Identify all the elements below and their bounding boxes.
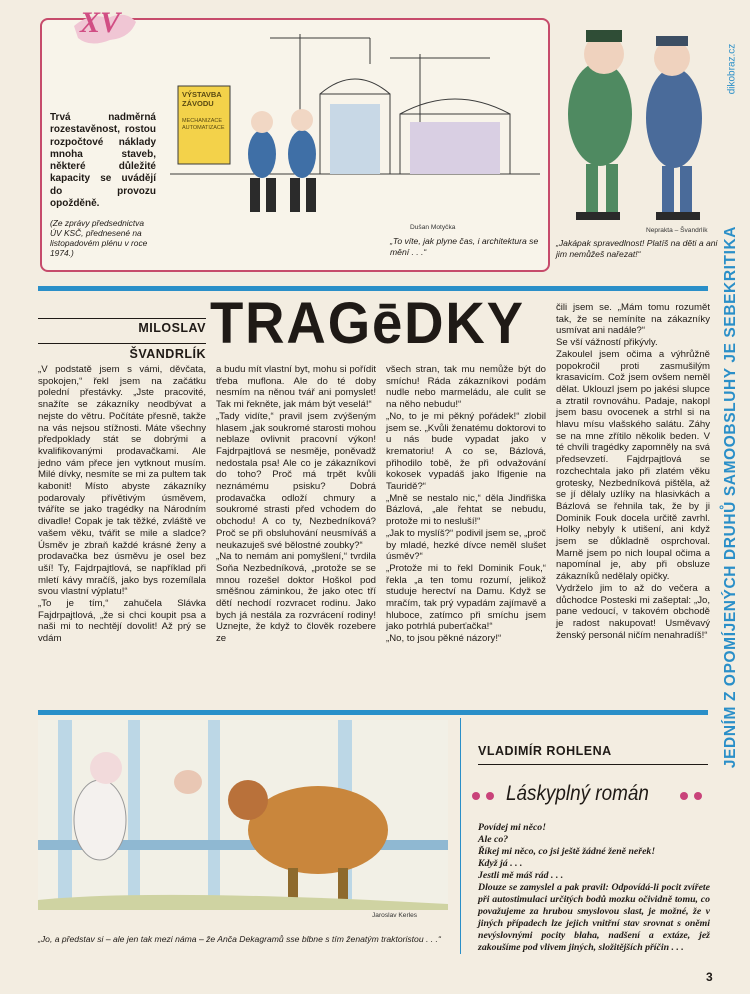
lead-paragraph: Trvá nadměrná rozestavěnost, rostou rozpočtové náklady mnoha staveb, některé důležité kapacity se uvádějí do provozu opožděně. [50, 112, 156, 210]
author-rule-mid [38, 343, 206, 344]
site-text: dikobraz.cz [726, 43, 738, 95]
poem-author: VLADIMÍR ROHLENA [478, 744, 612, 758]
top-cartoon-caption: „To víte, jak plyne čas, i architektura se mění . . .“ [390, 236, 539, 257]
article-title: TRAGēDKY [210, 291, 525, 356]
neprakta-cartoon [556, 14, 716, 224]
side-banner-text: JEDNÍM Z OPOMÍJENÝCH DRUHŮ SAMOOBSLUHY JE SEBEKRITIKA [722, 225, 739, 769]
bullet-left-icon [472, 792, 480, 800]
article-column-4: čili jsem se. „Mám tomu rozumět tak, že se nemíníte na zákazníky usmívat ani nadále?“ Se vší vážností přikývly. Zakoulel jsem očima a výhrůžně popokročil proti zasmušilým krasavicím. Což jsem ovšem neměl dělat. Uklouzl jsem po jakési slupce a ztratil rovnováhu. Padaje, nakopl jsem basu ovocenek a strhl si na hlavu mísu vlašského salátu. Záhy se na mne zřítilo několik beden. V té chvíli tragédky zapomněly na svá předsevzetí. Fajdrpajtlová se rozchechtala jako při zlatém věku grotesky, Nezbedníková pištěla, až se jí dělaly uzlíky na hlasivkách a Bázlová se řehnila tak, že by ji Dominik Fouk docela určitě zavrhl. Holky nebyly k utišení, ani když jsem se důkladně osprchoval. Marně jsem po nich loupal očima a napomínal je, aby při obsluze zákazníků nedělaly opičky. Vydrželo jim to až do večera a důchodce Posteski mi zašeptal: „Jo, pane vedoucí, v takovém obchodě je radost nakupovat! Usměvavý ženský personál ničím nenahradíš!“ [556, 302, 710, 641]
poem-title: Láskyplný román [506, 782, 649, 805]
construction-cartoon [170, 24, 540, 234]
author-last-name: ŠVANDRLÍK [129, 347, 206, 361]
poem-body: Povídej mi něco! Ale co? Říkej mi něco, co jsi ještě žádné ženě neřek! Když já . . . Jestli mě máš rád . . . Dlouze se zamyslel a pak pravil: Odpovídá-li pocit zvířete při autostimulaci určitých bodů mozku očividně tomu, co považujeme za hrubou smyslovou slast, je možné, že v jiných případech lze jejich vnitřní stav srovnat s oněmi nevýslovnými pocity blaha, nadšení a extáze, jež zakoušíme pod vlivem jiných, složitějších příčin . . . [478, 822, 710, 953]
sign-title: VÝSTAVBA ZÁVODU [182, 90, 222, 108]
article-column-1: „V podstatě jsem s vámi, děvčata, spokojen,“ řekl jsem na začátku polední přestávky. „Jste pracovité, snažíte se zákazníky neodbývat a nejste do větru. Počítáte přesně, takže na vás nejsou stížnosti. Máte všechny předpoklady stát se dobrými a kvalifikovanými prodavačkami. Ale jedno vám přece jen vytknout musím. Milé dívky, nesmíte se mi za pultem tak kabonit! Místo abyste zákazníky podarovaly přívětivým úsměvem, tváříte se jako tragédky na Národním divadle! Copak je tak těžké, zvláště ve vašem věku, tvářit se mile a sladce? Úsměv je zbraň každé krásné ženy a prodavačka bez úsměvu je osel bez uší! Ty, Fajdrpajtlová, se například při mletí kávy mračíš, jako bys rozemílala svou vlastní výplatu!“ „To je tím,“ zahučela Slávka Fajdrpajtlová, „že si chci koupit psa a naši mi to nechtějí dovolit! Až prý se vdám [38, 364, 206, 645]
bottom-rule [38, 710, 708, 715]
right-cartoon-caption: „Jakápak spravedlnost! Platíš na děti a ani jim nemůžeš nařezat!“ [556, 238, 718, 259]
top-lead-text [50, 112, 156, 210]
poem-divider [460, 718, 461, 954]
two-men-icon [556, 14, 716, 224]
side-banner [718, 14, 744, 980]
cow-cartoon-credit: Jaroslav Kerles [372, 912, 418, 919]
page-number: 3 [706, 970, 713, 984]
author-block [38, 318, 206, 361]
bullet-right-icon-2 [694, 792, 702, 800]
site-watermark [724, 24, 740, 114]
lead-note: (Ze zprávy předsednictva ÚV KSČ, přednesené na listopadovém plénu v roce 1974.) [50, 218, 148, 258]
author-first-name: MILOSLAV [138, 321, 206, 335]
poem-title-row [466, 782, 710, 812]
poem-author-underline [478, 764, 708, 765]
author-rule-top [38, 318, 206, 319]
cow-cartoon-caption: „Jo, a představ si – ale jen tak mezi náma – že Anča Dekagramů sse blbne s tím ženatým traktoristou . . .“ [38, 934, 441, 944]
right-cartoon-credit: Neprakta – Švandrlík [646, 227, 708, 234]
article-column-2: a budu mít vlastní byt, mohu si pořídit třeba muflona. Ale do té doby nesmím na něnou tvář ani pomyslet! Tak mi řekněte, jak mám být veselá!“ „Tady vidíte,“ pravil jsem zvýšeným hlasem „jak soukromé starosti mohou neblaze ovlivnit pracovní výkon! Fajdrpajtlová se nesměje, poněvadž nedostala psa! Ale co je zákazníkovi do toho? Proč má trpět kvůli neznámému psisku? Dobrá prodavačka odloží chmury a soukromé strasti před vchodem do obchodu! A co ty, Nezbedníková? Proč se při obsluhování neusmíváš a neukazuješ své bělostné zoubky?“ „Na to nemám ani pomyšlení,“ tvrdila Soňa Nezbedníková, „protože se se mnou rozešel doktor Hoškol pod směšnou záminkou, že jako otec tří dětí nechodí rozvracet rodinu. Jako bych já nestála za rozvrácení rodiny! Uznejte, že když to člověk rozebere ze [216, 364, 376, 645]
cow-barn-icon [38, 720, 448, 910]
article-column-3: všech stran, tak mu nemůže být do smíchu! Ráda zákazníkovi podám nudle nebo marmeládu, ale culit se na něho nebudu!“ „No, to je mi pěkný pořádek!“ zlobil jsem se. „Kvůli ženatému doktorovi to u nás bude vypadat jako v krematoriu! A co se, Bázlová, přihodilo tobě, že při odvažování kokosek vypadáš jako Ifigenie na Tauridě?“ „Mně se nestalo nic,“ děla Jindřiška Bázlová, „ale řehtat se nebudu, protože mi to nesluší!“ „Jak to myslíš?“ podivil jsem se, „proč by mladé, hezké dívce neměl slušet úsměv?“ „Protože mi to řekl Dominik Fouk,“ řekla „a ten tomu rozumí, jelikož studuje herectví na Damu. Když se mračím, tak prý vypadám zajímavě a hluboce, zatímco při smíchu jsem jako potrhlá puberťačka!“ „No, to jsou pěkné názory!“ [386, 364, 546, 645]
sign-subtitle: MECHANIZACE AUTOMATIZACE [182, 118, 225, 131]
bullet-right-icon [680, 792, 688, 800]
bullet-left-icon-2 [486, 792, 494, 800]
top-cartoon-credit: Dušan Motyčka [410, 224, 456, 231]
cow-cartoon [38, 720, 448, 910]
badge-text: XV [80, 6, 121, 39]
xv-badge [70, 8, 140, 52]
